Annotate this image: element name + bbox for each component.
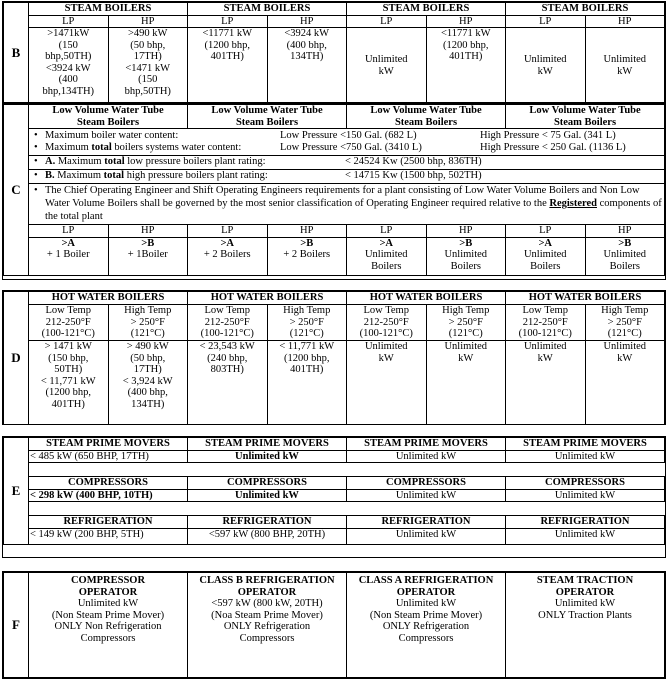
column-header: STEAM BOILERS: [29, 3, 188, 16]
rating-cell: [267, 341, 347, 425]
spacer: [29, 502, 665, 516]
rating-text: <11771 kW (1200 bhp, 401TH): [440, 28, 491, 62]
column-header: STEAM PRIME MOVERS: [347, 438, 506, 451]
column-header: [188, 105, 347, 129]
column-header: HOT WATER BOILERS: [29, 292, 188, 305]
column-header: REFRIGERATION: [188, 516, 347, 529]
rating-cell: [347, 28, 427, 104]
label-key: B.: [45, 170, 55, 181]
rating-text: Unlimited kW: [364, 341, 408, 364]
steam-prime-mover-value: < 485 kW (650 BHP, 17TH): [29, 450, 188, 463]
rating-cell: [585, 28, 665, 104]
column-header-text: Low Volume Water Tube Steam Boilers: [211, 105, 323, 128]
sub-header-hp: HP: [267, 15, 347, 28]
column-header: STEAM BOILERS: [188, 3, 347, 16]
section-c: [2, 103, 666, 280]
sub-header-lp: LP: [29, 225, 109, 238]
label-suffix: high pressure boilers plant rating:: [124, 170, 268, 181]
rating-text: >1471kW (150 bhp,50TH) <3924 kW (400 bhp,134TH): [42, 28, 95, 97]
label-prefix: Maximum: [55, 156, 105, 167]
sub-header-lp: LP: [29, 15, 109, 28]
rating-text: Unlimited kW: [523, 341, 567, 364]
column-header: [29, 105, 188, 129]
label-prefix: Maximum: [45, 142, 92, 153]
column-header: STEAM PRIME MOVERS: [188, 438, 347, 451]
rating-mark: >A: [220, 237, 235, 249]
sub-header-lp: LP: [506, 225, 586, 238]
rating-mark: >B: [459, 237, 473, 249]
section-label: F: [4, 573, 29, 678]
bullet-a-plant-rating: [29, 156, 664, 170]
operator-scope: Unlimited kW (Non Steam Prime Mover) ONLY Refrigeration Compressors: [369, 598, 483, 644]
rule-tail: components of the total plant: [45, 198, 662, 222]
column-header-text: Low Volume Water Tube Steam Boilers: [529, 105, 641, 128]
label-bold: total: [91, 142, 112, 153]
operator-cell: [188, 573, 347, 678]
rating-text: > 490 kW (50 bhp, 17TH) < 3,924 kW (400 bhp, 134TH): [122, 341, 173, 410]
high-pressure-value: High Pressure < 250 Gal. (1136 L): [480, 142, 626, 153]
steam-prime-mover-value: Unlimited kW: [506, 450, 665, 463]
rating-text: < 11,771 kW (1200 bhp, 401TH): [279, 341, 335, 375]
section-e: [2, 436, 666, 558]
bullet-b-plant-rating: [29, 170, 664, 184]
sub-header-hp: HP: [108, 15, 188, 28]
rating-cell: [267, 28, 347, 104]
steam-boilers-table: [3, 2, 665, 104]
refrigeration-value: Unlimited kW: [506, 528, 665, 544]
label-suffix: low pressure boilers plant rating:: [124, 156, 266, 167]
temp-range: Low Temp 212-250°F (100-121°C): [200, 305, 254, 339]
rating-cell: [188, 341, 268, 425]
rating-text: Unlimited kW: [444, 341, 488, 364]
rating-cell: [426, 28, 506, 104]
sub-header-lp: LP: [347, 15, 427, 28]
boiler-count: + 2 Boilers: [203, 249, 251, 260]
operator-title: CLASS A REFRIGERATION OPERATOR: [358, 575, 494, 598]
column-header-text: Low Volume Water Tube Steam Boilers: [370, 105, 482, 128]
sub-header-lp: LP: [188, 225, 268, 238]
sub-header-high-temp: [108, 305, 188, 341]
refrigeration-value: Unlimited kW: [347, 528, 506, 544]
refrigeration-value: < 149 kW (200 BHP, 5TH): [29, 528, 188, 544]
rating-cell: [108, 28, 188, 104]
section-f: [2, 571, 666, 679]
low-volume-boilers-table: [3, 104, 665, 276]
compressor-value: Unlimited kW: [347, 489, 506, 502]
sub-header-hp: HP: [585, 225, 665, 238]
sub-header-lp: LP: [506, 15, 586, 28]
column-header: COMPRESSORS: [188, 477, 347, 490]
operator-title: CLASS B REFRIGERATION OPERATOR: [199, 575, 335, 598]
rating-text: <3924 kW (400 bhp, 134TH): [284, 28, 330, 62]
temp-range: High Temp > 250°F (121°C): [442, 305, 490, 339]
refrigeration-value: <597 kW (800 BHP, 20TH): [188, 528, 347, 544]
boiler-count: Unlimited Boilers: [364, 249, 408, 272]
rating-text: Unlimited kW: [364, 54, 408, 77]
temp-range: High Temp > 250°F (121°C): [283, 305, 331, 339]
rule-bold: Registered: [549, 198, 597, 209]
rating-text: < 23,543 kW (240 bhp, 803TH): [199, 341, 255, 375]
bullet-governing-rule: [29, 184, 664, 223]
column-header: COMPRESSORS: [347, 477, 506, 490]
rating-mark: >A: [538, 237, 553, 249]
sub-header-low-temp: [506, 305, 586, 341]
column-header: REFRIGERATION: [347, 516, 506, 529]
operator-scope: Unlimited kW (Non Steam Prime Mover) ONLY Non Refrigeration Compressors: [51, 598, 165, 644]
boiler-count-cell: [506, 237, 586, 275]
boiler-count: + 1 Boiler: [46, 249, 90, 260]
operator-scope: <597 kW (800 kW, 20TH) (Noa Steam Prime Mover) ONLY Refrigeration Compressors: [211, 598, 323, 644]
plant-rating-value: < 14715 Kw (1500 bhp, 502TH): [345, 170, 482, 181]
operator-title: COMPRESSOR OPERATOR: [70, 575, 146, 598]
column-header: REFRIGERATION: [29, 516, 188, 529]
column-header: STEAM PRIME MOVERS: [29, 438, 188, 451]
rating-cell: [506, 28, 586, 104]
sub-header-low-temp: [188, 305, 268, 341]
column-header-text: Low Volume Water Tube Steam Boilers: [52, 105, 164, 128]
bullet-max-water-content: [29, 130, 664, 142]
rating-cell: [188, 28, 268, 104]
sub-header-hp: HP: [585, 15, 665, 28]
rating-cell: [426, 341, 506, 425]
sub-header-low-temp: [347, 305, 427, 341]
sub-header-high-temp: [426, 305, 506, 341]
temp-range: High Temp > 250°F (121°C): [601, 305, 649, 339]
boiler-count-cell: [108, 237, 188, 275]
section-label: B: [4, 3, 29, 104]
temp-range: Low Temp 212-250°F (100-121°C): [359, 305, 413, 339]
column-header: STEAM BOILERS: [347, 3, 506, 16]
bullet-label: [45, 170, 345, 182]
boiler-count: Unlimited Boilers: [444, 249, 488, 272]
rating-mark: >B: [300, 237, 314, 249]
temp-range: High Temp > 250°F (121°C): [124, 305, 172, 339]
column-header: COMPRESSORS: [506, 477, 665, 490]
section-b: [2, 1, 666, 103]
rating-cell: [585, 341, 665, 425]
hot-water-boilers-table: [3, 291, 665, 425]
section-label: D: [4, 292, 29, 425]
rating-text: <11771 kW (1200 bhp, 401TH): [202, 28, 253, 62]
rating-text: > 1471 kW (150 bhp, 50TH) < 11,771 kW (1200 bhp, 401TH): [40, 341, 96, 410]
column-header: STEAM BOILERS: [506, 3, 665, 16]
sub-header-high-temp: [267, 305, 347, 341]
boiler-count-cell: [29, 237, 109, 275]
rating-mark: >A: [379, 237, 394, 249]
section-d: [2, 290, 666, 425]
low-pressure-value: Low Pressure <750 Gal. (3410 L): [280, 142, 422, 153]
compressor-value: < 298 kW (400 BHP, 10TH): [29, 489, 188, 502]
plant-rating-value: < 24524 Kw (2500 bhp, 836TH): [345, 156, 482, 167]
column-header: [506, 105, 665, 129]
label-bold: total: [103, 170, 125, 181]
rating-text: Unlimited kW: [603, 341, 647, 364]
section-label: C: [4, 105, 29, 276]
steam-prime-mover-value: Unlimited kW: [188, 450, 347, 463]
label-key: A.: [45, 156, 56, 167]
column-header: [347, 105, 506, 129]
compressor-value: Unlimited kW: [506, 489, 665, 502]
boiler-count-cell: [585, 237, 665, 275]
boiler-count: Unlimited Boilers: [603, 249, 647, 272]
rating-text: Unlimited kW: [603, 54, 647, 77]
sub-header-hp: HP: [267, 225, 347, 238]
column-header: HOT WATER BOILERS: [347, 292, 506, 305]
sub-header-hp: HP: [108, 225, 188, 238]
steam-prime-mover-value: Unlimited kW: [347, 450, 506, 463]
compressor-value: Unlimited kW: [188, 489, 347, 502]
label-bold: total: [104, 156, 125, 167]
column-header: COMPRESSORS: [29, 477, 188, 490]
operator-cell: [29, 573, 188, 678]
rating-cell: [29, 341, 109, 425]
rating-cell: [108, 341, 188, 425]
rating-text: >490 kW (50 bhp, 17TH) <1471 kW (150 bhp,50TH): [124, 28, 171, 97]
label-suffix: boilers systems water content:: [111, 142, 242, 153]
temp-range: Low Temp 212-250°F (100-121°C): [518, 305, 572, 339]
sub-header-high-temp: [585, 305, 665, 341]
bullet-max-total-water-content: [29, 142, 664, 156]
temp-range: Low Temp 212-250°F (100-121°C): [41, 305, 95, 339]
bullet-label: [45, 142, 280, 154]
prime-movers-table: [3, 437, 665, 545]
label-prefix: Maximum: [54, 170, 104, 181]
column-header: REFRIGERATION: [506, 516, 665, 529]
sub-header-lp: LP: [347, 225, 427, 238]
rating-mark: >B: [141, 237, 155, 249]
column-header: HOT WATER BOILERS: [188, 292, 347, 305]
spacer: [29, 463, 665, 477]
operator-cell: [347, 573, 506, 678]
requirements-cell: [29, 129, 665, 225]
rule-text: The Chief Operating Engineer and Shift Operating Engineers requirements for a plant consisting of Low Water Volume Boilers and Non Low Water Volume Boilers shall be governed by the most senior classification of Operating Engineer required relative to the: [45, 185, 640, 209]
section-label: E: [4, 438, 29, 545]
rating-cell: [347, 341, 427, 425]
boiler-count-cell: [426, 237, 506, 275]
sub-header-hp: HP: [426, 225, 506, 238]
bullet-label: [45, 156, 345, 168]
boiler-count-cell: [267, 237, 347, 275]
operators-table: [3, 572, 665, 678]
operator-scope: Unlimited kW ONLY Traction Plants: [538, 598, 632, 621]
boiler-count-cell: [347, 237, 427, 275]
column-header: HOT WATER BOILERS: [506, 292, 665, 305]
sub-header-lp: LP: [188, 15, 268, 28]
rating-mark: >A: [61, 237, 76, 249]
boiler-count: Unlimited Boilers: [523, 249, 567, 272]
boiler-count: + 2 Boilers: [283, 249, 331, 260]
operator-title: STEAM TRACTION OPERATOR: [536, 575, 634, 598]
boiler-count: + 1Boiler: [127, 249, 168, 260]
sub-header-low-temp: [29, 305, 109, 341]
operator-cell: [506, 573, 665, 678]
bullet-label: • Maximum boiler water content:: [45, 130, 179, 141]
low-pressure-value: Low Pressure <150 Gal. (682 L): [280, 130, 417, 141]
rating-mark: >B: [618, 237, 632, 249]
rating-cell: [29, 28, 109, 104]
column-header: STEAM PRIME MOVERS: [506, 438, 665, 451]
rating-cell: [506, 341, 586, 425]
sub-header-hp: HP: [426, 15, 506, 28]
rating-text: Unlimited kW: [523, 54, 567, 77]
high-pressure-value: High Pressure < 75 Gal. (341 L): [480, 130, 616, 141]
boiler-count-cell: [188, 237, 268, 275]
